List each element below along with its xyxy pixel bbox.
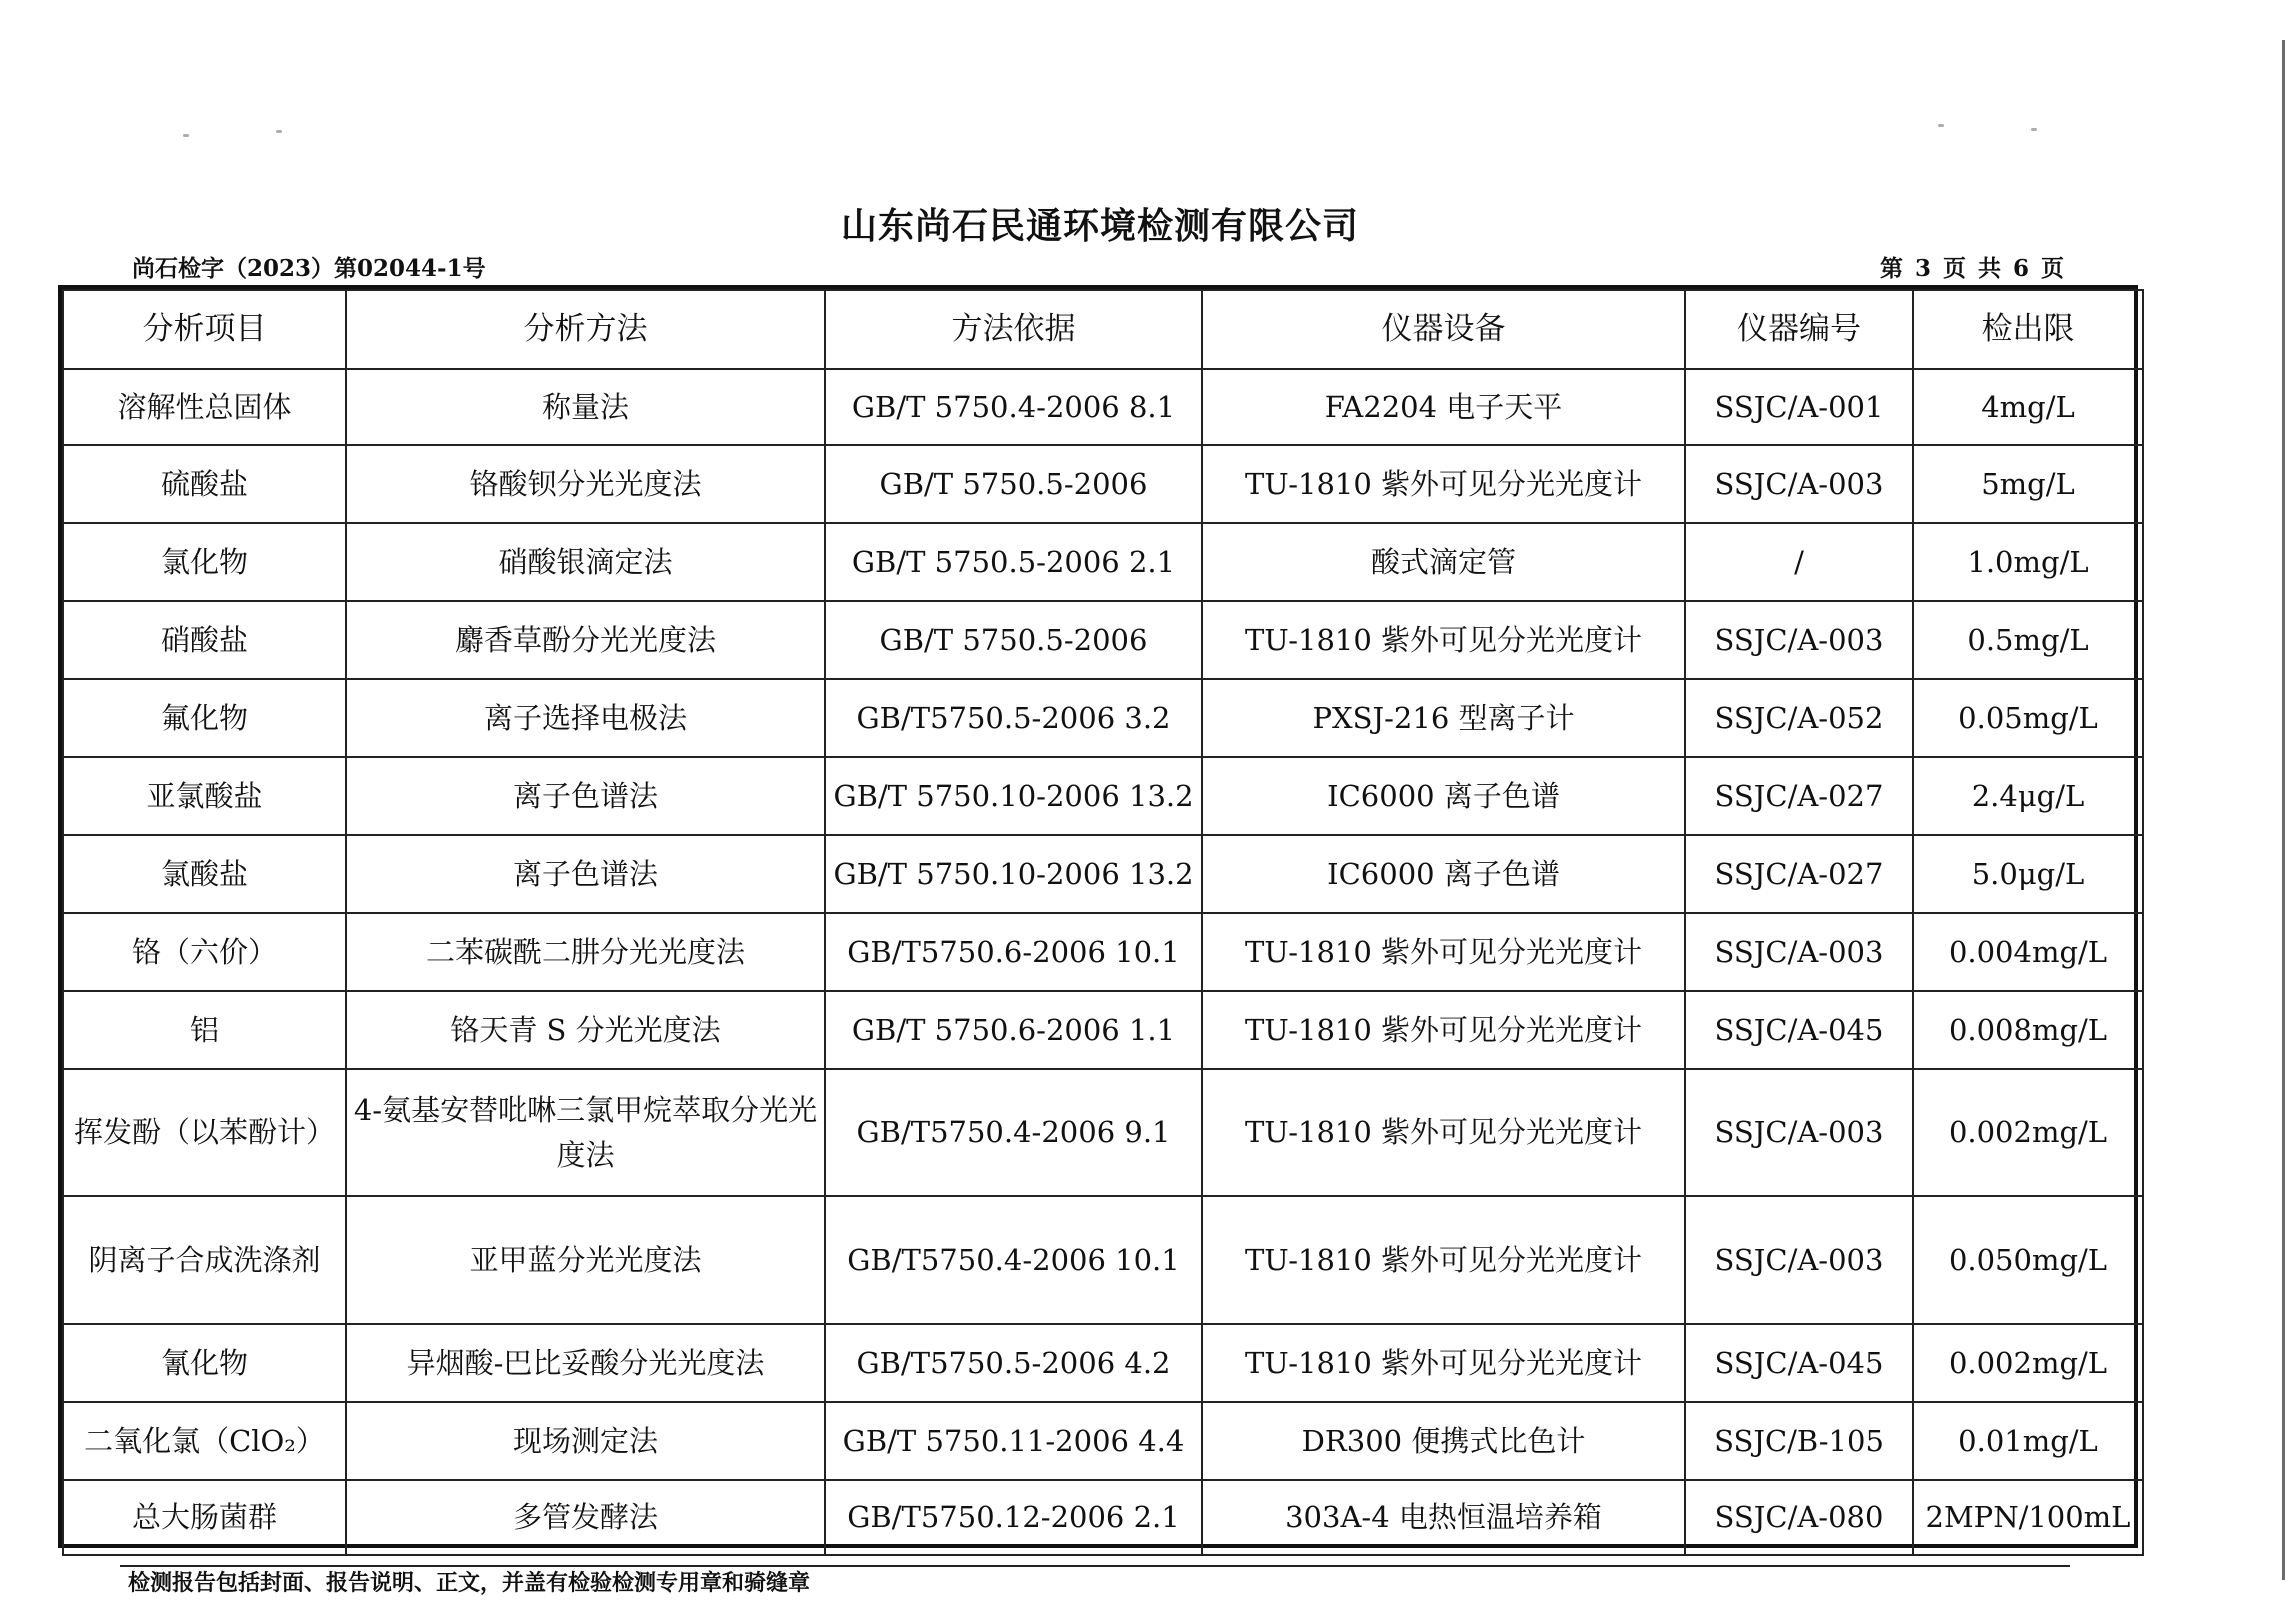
table-header-row: [63, 290, 2143, 369]
cell-analysis-method: 离子选择电极法: [346, 679, 825, 757]
cell-detection-limit: 0.05mg/L: [1913, 679, 2143, 757]
cell-instrument-number: SSJC/A-003: [1685, 601, 1913, 679]
cell-instrument: TU-1810 紫外可见分光光度计: [1202, 1069, 1685, 1196]
table-row: [63, 445, 2143, 523]
cell-instrument-number: SSJC/A-001: [1685, 369, 1913, 445]
table-row: [63, 991, 2143, 1069]
cell-method-basis: GB/T 5750.5-2006: [825, 601, 1202, 679]
cell-analysis-item: 氯酸盐: [63, 835, 346, 913]
cell-instrument-number: SSJC/A-080: [1685, 1480, 1913, 1555]
cell-analysis-item: 铬（六价）: [63, 913, 346, 991]
cell-analysis-method: 亚甲蓝分光光度法: [346, 1196, 825, 1324]
cell-instrument-number: SSJC/A-027: [1685, 757, 1913, 835]
cell-analysis-item: 铝: [63, 991, 346, 1069]
cell-analysis-item: 氯化物: [63, 523, 346, 601]
header-detection-limit: 检出限: [1913, 290, 2143, 369]
cell-instrument: PXSJ-216 型离子计: [1202, 679, 1685, 757]
scan-speck: [1938, 124, 1944, 127]
cell-detection-limit: 0.004mg/L: [1913, 913, 2143, 991]
scan-edge-line: [2282, 40, 2285, 1580]
cell-instrument: 酸式滴定管: [1202, 523, 1685, 601]
scan-speck: [183, 134, 189, 137]
cell-instrument: TU-1810 紫外可见分光光度计: [1202, 1324, 1685, 1402]
cell-instrument: TU-1810 紫外可见分光光度计: [1202, 991, 1685, 1069]
cell-analysis-method: 4-氨基安替吡啉三氯甲烷萃取分光光度法: [346, 1069, 825, 1196]
cell-analysis-item: 二氧化氯（ClO₂）: [63, 1402, 346, 1480]
cell-analysis-item: 溶解性总固体: [63, 369, 346, 445]
cell-analysis-method: 麝香草酚分光光度法: [346, 601, 825, 679]
header-instrument-number: 仪器编号: [1685, 290, 1913, 369]
cell-method-basis: GB/T5750.4-2006 10.1: [825, 1196, 1202, 1324]
cell-instrument-number: SSJC/A-003: [1685, 913, 1913, 991]
cell-analysis-method: 现场测定法: [346, 1402, 825, 1480]
table-row: [63, 523, 2143, 601]
cell-detection-limit: 0.002mg/L: [1913, 1069, 2143, 1196]
cell-instrument-number: SSJC/A-045: [1685, 1324, 1913, 1402]
cell-detection-limit: 2MPN/100mL: [1913, 1480, 2143, 1555]
cell-detection-limit: 1.0mg/L: [1913, 523, 2143, 601]
table-row: [63, 369, 2143, 445]
cell-method-basis: GB/T5750.4-2006 9.1: [825, 1069, 1202, 1196]
cell-analysis-method: 称量法: [346, 369, 825, 445]
analysis-table-frame: [58, 285, 2138, 1548]
cell-instrument: IC6000 离子色谱: [1202, 835, 1685, 913]
cell-instrument-number: SSJC/A-003: [1685, 1069, 1913, 1196]
scan-speck: [276, 130, 282, 133]
table-row: [63, 757, 2143, 835]
cell-analysis-method: 异烟酸-巴比妥酸分光光度法: [346, 1324, 825, 1402]
cell-instrument: TU-1810 紫外可见分光光度计: [1202, 913, 1685, 991]
cell-detection-limit: 0.5mg/L: [1913, 601, 2143, 679]
cell-method-basis: GB/T5750.5-2006 3.2: [825, 679, 1202, 757]
cell-instrument-number: SSJC/A-045: [1685, 991, 1913, 1069]
cell-instrument: 303A-4 电热恒温培养箱: [1202, 1480, 1685, 1555]
cell-analysis-method: 铬天青 S 分光光度法: [346, 991, 825, 1069]
cell-analysis-item: 氟化物: [63, 679, 346, 757]
table-row: [63, 835, 2143, 913]
header-instrument: 仪器设备: [1202, 290, 1685, 369]
cell-analysis-item: 阴离子合成洗涤剂: [63, 1196, 346, 1324]
cell-analysis-item: 总大肠菌群: [63, 1480, 346, 1555]
table-row: [63, 1069, 2143, 1196]
cell-analysis-method: 硝酸银滴定法: [346, 523, 825, 601]
cell-instrument: TU-1810 紫外可见分光光度计: [1202, 601, 1685, 679]
scan-speck: [2031, 128, 2037, 131]
cell-instrument-number: SSJC/A-027: [1685, 835, 1913, 913]
cell-method-basis: GB/T 5750.4-2006 8.1: [825, 369, 1202, 445]
analysis-table: [62, 289, 2144, 1556]
cell-analysis-method: 二苯碳酰二肼分光光度法: [346, 913, 825, 991]
table-row: [63, 1402, 2143, 1480]
table-row: [63, 913, 2143, 991]
cell-instrument: TU-1810 紫外可见分光光度计: [1202, 1196, 1685, 1324]
cell-method-basis: GB/T5750.5-2006 4.2: [825, 1324, 1202, 1402]
cell-analysis-method: 离子色谱法: [346, 835, 825, 913]
cell-instrument-number: /: [1685, 523, 1913, 601]
cell-instrument-number: SSJC/A-003: [1685, 445, 1913, 523]
cell-detection-limit: 4mg/L: [1913, 369, 2143, 445]
cell-method-basis: GB/T 5750.5-2006 2.1: [825, 523, 1202, 601]
cell-analysis-method: 多管发酵法: [346, 1480, 825, 1555]
cell-detection-limit: 2.4μg/L: [1913, 757, 2143, 835]
header-analysis-item: 分析项目: [63, 290, 346, 369]
cell-detection-limit: 5mg/L: [1913, 445, 2143, 523]
table-row: [63, 1324, 2143, 1402]
cell-method-basis: GB/T5750.12-2006 2.1: [825, 1480, 1202, 1555]
table-row: [63, 1480, 2143, 1555]
cell-instrument: TU-1810 紫外可见分光光度计: [1202, 445, 1685, 523]
cell-instrument: DR300 便携式比色计: [1202, 1402, 1685, 1480]
cell-detection-limit: 0.01mg/L: [1913, 1402, 2143, 1480]
cell-analysis-method: 离子色谱法: [346, 757, 825, 835]
cell-method-basis: GB/T 5750.5-2006: [825, 445, 1202, 523]
page-number: 第 3 页 共 6 页: [1880, 255, 2067, 282]
table-row: [63, 679, 2143, 757]
cell-method-basis: GB/T5750.6-2006 10.1: [825, 913, 1202, 991]
cell-analysis-item: 亚氯酸盐: [63, 757, 346, 835]
company-title: 山东尚石民通环境检测有限公司: [840, 205, 1359, 247]
cell-analysis-item: 挥发酚（以苯酚计）: [63, 1069, 346, 1196]
table-row: [63, 1196, 2143, 1324]
cell-detection-limit: 0.050mg/L: [1913, 1196, 2143, 1324]
cell-analysis-method: 铬酸钡分光光度法: [346, 445, 825, 523]
cell-analysis-item: 硝酸盐: [63, 601, 346, 679]
cell-instrument: FA2204 电子天平: [1202, 369, 1685, 445]
header-analysis-method: 分析方法: [346, 290, 825, 369]
cell-instrument: IC6000 离子色谱: [1202, 757, 1685, 835]
cell-analysis-item: 氰化物: [63, 1324, 346, 1402]
header-method-basis: 方法依据: [825, 290, 1202, 369]
cell-method-basis: GB/T 5750.11-2006 4.4: [825, 1402, 1202, 1480]
cell-analysis-item: 硫酸盐: [63, 445, 346, 523]
cell-detection-limit: 0.008mg/L: [1913, 991, 2143, 1069]
cell-instrument-number: SSJC/A-052: [1685, 679, 1913, 757]
cell-method-basis: GB/T 5750.10-2006 13.2: [825, 757, 1202, 835]
table-row: [63, 601, 2143, 679]
report-number: 尚石检字（2023）第02044-1号: [132, 255, 486, 282]
cell-instrument-number: SSJC/A-003: [1685, 1196, 1913, 1324]
cell-method-basis: GB/T 5750.6-2006 1.1: [825, 991, 1202, 1069]
cell-detection-limit: 0.002mg/L: [1913, 1324, 2143, 1402]
cell-instrument-number: SSJC/B-105: [1685, 1402, 1913, 1480]
cell-method-basis: GB/T 5750.10-2006 13.2: [825, 835, 1202, 913]
footer-note: 检测报告包括封面、报告说明、正文，并盖有检验检测专用章和骑缝章: [128, 1570, 811, 1596]
cell-detection-limit: 5.0μg/L: [1913, 835, 2143, 913]
